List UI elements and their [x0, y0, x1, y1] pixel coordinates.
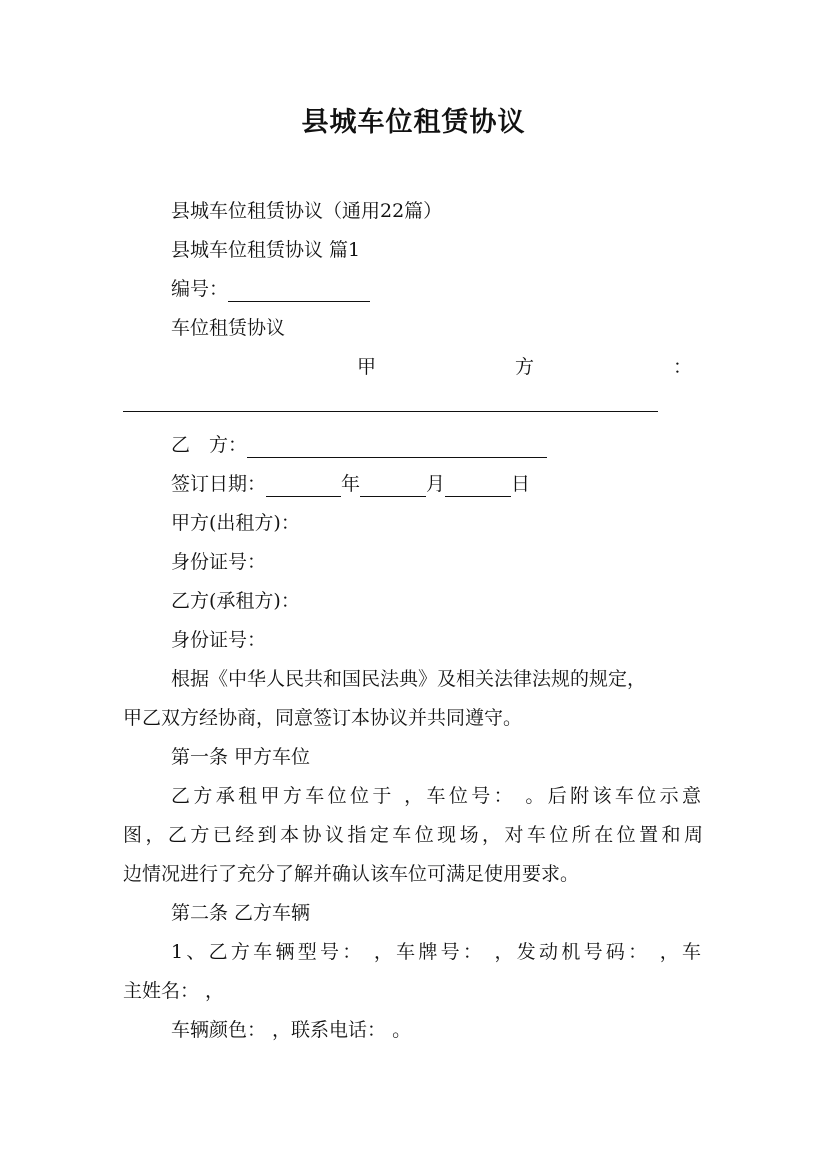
article-1-heading: 第一条 甲方车位 — [171, 746, 311, 768]
paragraph-2-line-2: 图，乙方已经到本协议指定车位现场，对车位所在位置和周 — [123, 824, 703, 846]
paragraph-4: 车辆颜色： ，联系电话： 。 — [171, 1019, 412, 1041]
paragraph-3-line-1: 1、乙方车辆型号： ，车牌号： ，发动机号码： ，车 — [171, 941, 701, 963]
paragraph-1-line-2: 甲乙双方经协商，同意签订本协议并共同遵守。 — [123, 707, 523, 729]
paragraph-1-line-1: 根据《中华人民共和国民法典》及相关法律法规的规定， — [171, 668, 647, 690]
month-label: 月 — [426, 473, 446, 495]
party-a-blank — [123, 411, 658, 412]
month-blank — [360, 476, 426, 497]
party-b-line — [171, 432, 547, 458]
party-a-char-2: 方 — [514, 356, 534, 378]
agreement-name: 车位租赁协议 — [171, 317, 286, 339]
party-a-line — [357, 354, 692, 380]
party-a-char-1: 甲 — [357, 356, 377, 378]
lessee-id-line: 身份证号： — [171, 629, 267, 651]
year-blank — [266, 476, 341, 497]
number-line — [171, 276, 370, 302]
section-heading: 县城车位租赁协议 篇1 — [171, 239, 361, 261]
sign-date-label: 签订日期： — [171, 473, 267, 495]
sign-date-line — [171, 471, 530, 497]
paragraph-2-line-1: 乙方承租甲方车位位于 ，车位号： 。后附该车位示意 — [171, 785, 701, 807]
article-2-heading: 第二条 乙方车辆 — [171, 902, 311, 924]
lessor-line: 甲方(出租方)： — [171, 512, 300, 534]
subtitle-line: 县城车位租赁协议（通用22篇） — [171, 200, 443, 222]
party-a-char-3: ： — [672, 356, 692, 378]
paragraph-3-line-2: 主姓名： ， — [123, 980, 225, 1002]
year-label: 年 — [341, 473, 361, 495]
day-label: 日 — [511, 473, 531, 495]
party-b-label: 乙 方： — [171, 434, 248, 456]
day-blank — [445, 476, 511, 497]
document-title: 县城车位租赁协议 — [301, 107, 526, 138]
number-label: 编号： — [171, 278, 229, 300]
lessor-id-line: 身份证号： — [171, 551, 267, 573]
lessee-line: 乙方(承租方)： — [171, 590, 300, 612]
paragraph-2-line-3: 边情况进行了充分了解并确认该车位可满足使用要求。 — [123, 863, 580, 885]
party-b-blank — [247, 437, 547, 458]
number-blank — [228, 281, 370, 302]
